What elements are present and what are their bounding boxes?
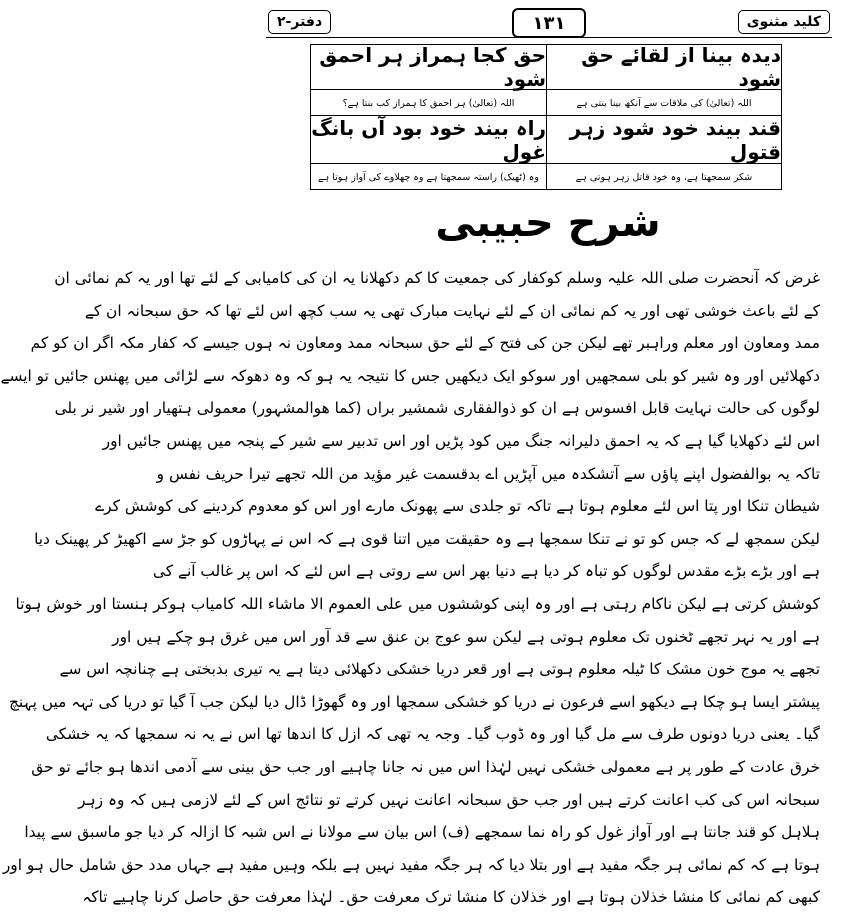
body-line: ہے اور یہ نہر تجھے ٹخنوں تک معلوم ہوتی ہے لیکن سو عوج بن عنق سے قد آور اس میں غرق ہو چکے ہیں اور <box>112 627 820 646</box>
body-line: لیکن سمجھ لے کہ جس کو تو نے تنکا سمجھا ہے وہ حقیقت میں اتنا قوی ہے کہ اس نے پہاڑوں کو جڑ سے اکھیڑ کر پھینک دیا <box>34 529 820 548</box>
body-line: گیا۔ یعنی دریا دونوں طرف سے مل گیا اور وہ ڈوب گیا۔ وجہ یہ تھی کہ ازل کا اندھا تھا اس نے یہ نہ سمجھا کہ یہ خشکی <box>45 725 820 744</box>
body-line: خرق عادت کے طور پر ہے معمولی خشکی نہیں لہٰذا اس میں نہ جانا چاہیے اور جب حق بینی سے آدمی اندھا ہو جائے تو حق <box>31 757 820 776</box>
body-line: شیطان تنکا اور پتا اس لئے معلوم ہوتا ہے تاکہ تو جلدی سے پھونک مارے اور اس کو معدوم کردینے کی کوشش کرے <box>95 497 820 516</box>
body-line: تجھے یہ موج خون مشک کا ٹیلہ معلوم ہوتی ہے اور قعر دریا خشکی دکھلائی دیتا ہے یہ تیری بدبختی ہے چنانچہ اس سے <box>59 660 820 679</box>
body-line: سبحانہ اس کی کب اعانت کرتے ہیں اور جب حق سبحانہ اعانت نہیں کرتے تو نتائج اس کے لئے لازمی ہیں کہ وہ زہر <box>78 790 820 809</box>
verse-row-1 <box>311 45 781 89</box>
volume-label: دفتر-۲ <box>268 10 331 34</box>
section-heading: شرح حبیبی <box>435 200 661 246</box>
body-line: کے لئے باعث خوشی تھی اور یہ کم نمائی ان کے لئے نہایت مبارک تھی یہ سب کچھ اس لئے تھا کہ حق سبحانہ ان کے <box>84 301 820 320</box>
body-line: ہلاہل کو قند جانتا ہے اور آواز غول کو راہ نما سمجھے (ف) اس بیان سے مولانا نے اس شبہ کا ازالہ کر دیا جو ماسبق سے پیدا <box>24 823 820 842</box>
commentary-body <box>0 262 820 914</box>
body-line: غرض کہ آنحضرت صلی اللہ علیہ وسلم کوکفار کی جمعیت کا کم دکھلانا یہ ان کی کامیابی کے لئے تھا اور یہ کم نمائی ان <box>54 269 820 287</box>
body-line: اس لئے دکھلایا گیا ہے کہ یہ احمق دلیرانہ جنگ میں کود پڑیں اور اس تدبیر سے شیر کے پنجہ میں پھنس جائیں اور <box>102 431 820 450</box>
body-line: پیشتر ایسا ہو چکا ہے دیکھو اسے فرعون نے دریا کو خشکی سمجھا اور وہ گھوڑا ڈال دیا لیکن جب آ گیا تو دریا کی تہہ میں پہنچ <box>8 692 820 711</box>
verse-2-left: راہ بیند خود بود آں بانگ غول <box>311 116 546 164</box>
body-line: کبھی کم نمائی کا منشا خذلان ہوتا ہے اور خذلان کا منشا ترک معرفت حق۔ لہٰذا معرفت حق حاصل کرنا چاہیے تاکہ <box>82 888 820 907</box>
verse-row-2 <box>311 115 781 164</box>
translation-row-2 <box>311 163 781 190</box>
body-line: دکھلائیں اور وہ شیر کو بلی سمجھیں اور سوکو ایک دیکھیں جس کا نتیجہ یہ ہو کہ وہ دھوکہ سے لڑائی میں پھنس جائیں تو ایسے <box>0 366 820 385</box>
body-line: لوگوں کی حالت نہایت قابل افسوس ہے ان کو ذوالفقاری شمشیر براں (کما ھوالمشہور) معمولی ہتھیار اور شیر نر بلی <box>54 399 820 418</box>
page-header <box>266 6 832 36</box>
translation-2-right: شکر سمجھتا ہے، وہ خود قاتل زہر ہوتی ہے <box>575 171 753 183</box>
verse-1-left: حق کجا ہمراز ہر احمق شود <box>319 43 546 91</box>
body-line: تاکہ یہ بوالفضول اپنے پاؤں سے آتشکدہ میں آپڑیں اے بدقسمت غیر مؤید من اللہ تجھے تیرا حریف نفس و <box>156 464 820 483</box>
verse-1-right: دیدہ بینا از لقائے حق شود <box>581 43 781 91</box>
translation-2-left: وہ (ٹھیک) راستہ سمجھتا ہے وہ چھلاوے کی آواز ہوتا ہے <box>318 171 539 183</box>
page-number: ۱۳۱ <box>512 8 586 38</box>
verse-table <box>310 44 782 190</box>
translation-1-left: اللہ (تعالیٰ) ہر احمق کا ہمراز کب بنتا ہے؟ <box>342 97 515 109</box>
body-line: ممد ومعاون اور معلم وراہبر تھے لیکن جن کی فتح کے لئے حق سبحانہ ممد ومعاون نہ ہوں جیسے کہ کفار مکہ اگر ان کو کم <box>30 334 820 353</box>
translation-row-1 <box>311 89 781 116</box>
translation-1-right: اللہ (تعالیٰ) کی ملاقات سے آنکھ بینا بنتی ہے <box>576 97 752 109</box>
book-title: کلید مثنوی <box>738 10 830 34</box>
header-rule <box>266 37 832 38</box>
verse-2-right: قند بیند خود شود زہر قتول <box>569 116 781 164</box>
body-line: کوشش کرتی ہے لیکن ناکام رہتی ہے اور وہ اپنی کوششوں میں علی العموم الا ماشاء اللہ کامیاب ہوکر ہنستا اور خوش ہوتا <box>15 594 820 613</box>
body-line: ہے اور بڑے بڑے مقدس لوگوں کو تباہ کر دیا ہے دنیا بھر اس سے روتی ہے اس لئے کہ اس پر غالب آنے کی <box>152 562 820 581</box>
body-line: ہوتا ہے کہ کم نمائی ہر جگہ مفید ہے اور بتلا دیا کہ ہر جگہ مفید نہیں ہے بلکہ وہیں مفید ہے جہاں مدد حق شامل حال ہو اور <box>2 855 820 874</box>
